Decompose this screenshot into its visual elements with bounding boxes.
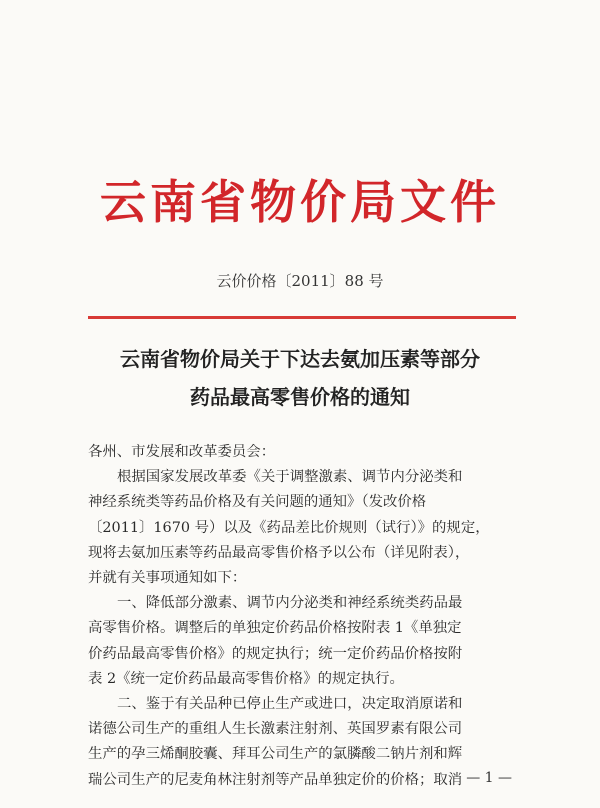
notice-title <box>60 340 540 416</box>
body-line: 一、降低部分激素、调节内分泌类和神经系统类药品最 <box>117 595 463 612</box>
body-line: 现将去氨加压素等药品最高零售价格予以公布（详见附表）， <box>88 544 470 561</box>
notice-title-line: 药品最高零售价格的通知 <box>190 385 410 409</box>
body-line: 生产的孕三烯酮胶囊、拜耳公司生产的氯膦酸二钠片剂和辉 <box>88 746 463 763</box>
salutation: 各州、市发展和改革委员会： <box>88 444 276 460</box>
red-divider <box>88 316 516 319</box>
body-line: 价药品最高零售价格》的规定执行；统一定价药品价格按附 <box>88 645 463 662</box>
body-line: 表 2《统一定价药品最高零售价格》的规定执行。 <box>88 670 404 687</box>
body-line: 诺德公司生产的重组人生长激素注射剂、英国罗素有限公司 <box>88 721 463 738</box>
document-body <box>88 440 516 793</box>
body-line: 高零售价格。调整后的单独定价药品价格按附表 1《单独定 <box>88 620 462 637</box>
document-number: 云价价格〔2011〕88 号 <box>216 272 384 290</box>
page-number: — 1 — <box>466 770 512 786</box>
body-line: 根据国家发展改革委《关于调整激素、调节内分泌类和 <box>117 469 463 486</box>
notice-title-line: 云南省物价局关于下达去氨加压素等部分 <box>120 347 480 371</box>
body-line: 瑞公司生产的尼麦角林注射剂等产品单独定价的价格；取消 <box>88 771 463 788</box>
body-line: 神经系统类等药品价格及有关问题的通知》（发改价格 <box>88 494 427 511</box>
body-line: 二、鉴于有关品种已停止生产或进口，决定取消原诺和 <box>117 696 463 713</box>
body-line: 〔2011〕1670 号）以及《药品差比价规则（试行）》的规定， <box>88 519 490 536</box>
document-header-title: 云南省物价局文件 <box>100 175 500 229</box>
body-line: 并就有关事项通知如下： <box>88 570 247 587</box>
